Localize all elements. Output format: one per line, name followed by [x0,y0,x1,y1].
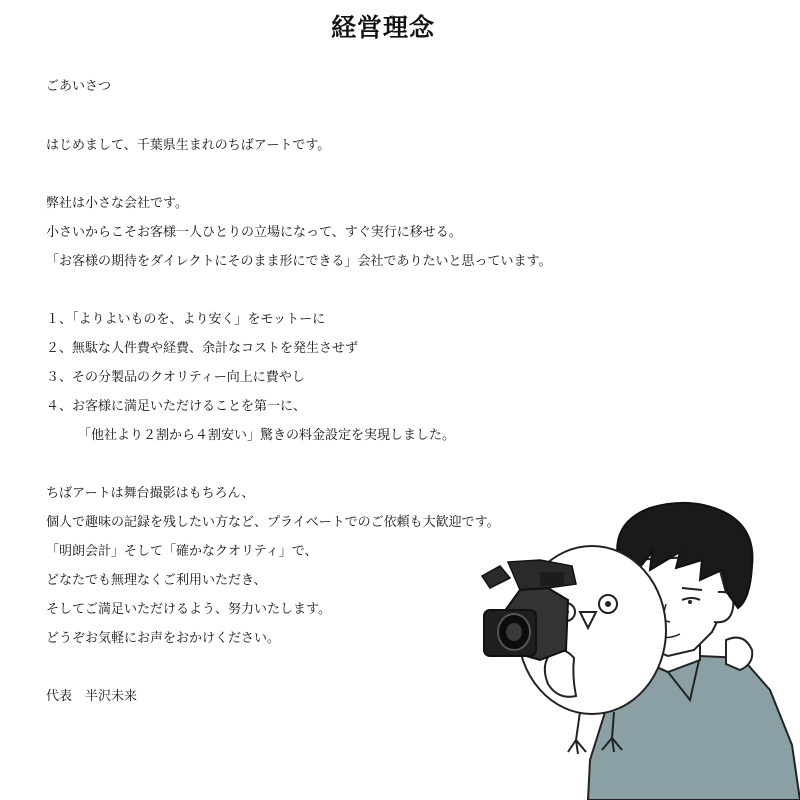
principle-2: ２、無駄な人件費や経費、余計なコストを発生させず [46,341,359,356]
principle-3: ３、その分製品のクオリティー向上に費やし [46,370,305,385]
company-line-3: 「お客様の期待をダイレクトにそのまま形にできる」会社でありたいと思っています。 [46,254,552,269]
intro-text: はじめまして、千葉県生まれのちばアートです。 [46,138,331,153]
closing-line-5: そしてご満足いただけるよう、努力いたします。 [46,602,331,617]
closing-line-3: 「明朗会計」そして「確かなクオリティ」で、 [46,544,318,559]
closing-line-4: どなたでも無理なくご利用いただき、 [46,573,267,588]
company-line-1: 弊社は小さな会社です。 [46,196,188,211]
video-camera-icon [482,560,576,660]
company-line-2: 小さいからこそお客様一人ひとりの立場になって、すぐ実行に移せる。 [46,225,462,240]
mascot-illustration [470,492,800,800]
greeting-heading: ごあいさつ [46,79,112,94]
page-title: 経営理念 [330,13,435,42]
principle-result: 「他社より２割から４割安い」驚きの料金設定を実現しました。 [78,428,456,443]
closing-line-1: ちばアートは舞台撮影はもちろん、 [46,486,255,501]
principle-1: １、「よりよいものを、より安く」をモットーに [46,312,326,327]
signature: 代表 半沢未来 [46,689,138,704]
principle-4: ４、お客様に満足いただけることを第一に、 [46,399,307,414]
closing-line-2: 個人で趣味の記録を残したい方など、プライベートでのご依頼も大歓迎です。 [46,515,500,530]
closing-line-6: どうぞお気軽にお声をおかけください。 [46,631,281,646]
